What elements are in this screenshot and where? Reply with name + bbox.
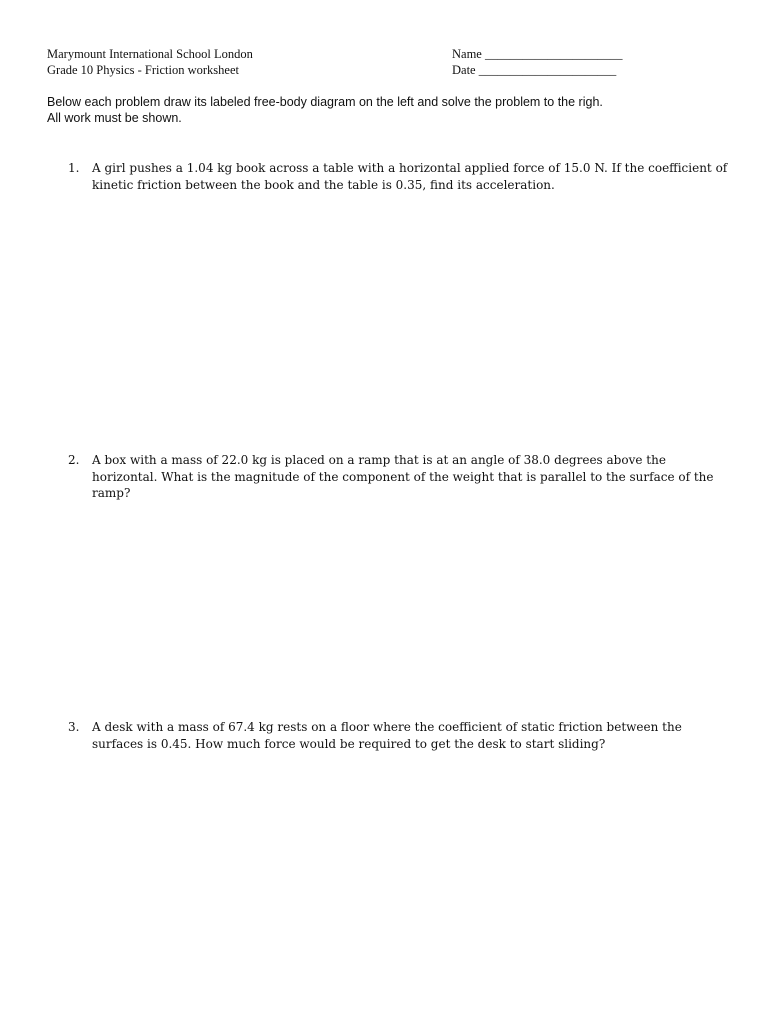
instructions <box>47 94 707 126</box>
date-field[interactable]: Date ______________________ <box>452 63 617 77</box>
worksheet-header <box>47 46 253 78</box>
name-field[interactable]: Name ______________________ <box>452 47 623 61</box>
problem-1 <box>68 160 728 193</box>
instructions-line-2: All work must be shown. <box>47 111 182 125</box>
worksheet-title: Grade 10 Physics - Friction worksheet <box>47 63 239 77</box>
problem-number: 1. <box>68 161 80 175</box>
problem-2 <box>68 452 728 502</box>
problem-text: A girl pushes a 1.04 kg book across a table with a horizontal applied force of 15.0 N. If the coefficient of kinetic friction between the book and the table is 0.35, find its acceleration. <box>92 161 728 192</box>
instructions-line-1: Below each problem draw its labeled free-body diagram on the left and solve the problem to the righ. <box>47 95 603 109</box>
school-name: Marymount International School London <box>47 47 253 61</box>
problem-text: A box with a mass of 22.0 kg is placed on a ramp that is at an angle of 38.0 degrees above the horizontal. What is the magnitude of the component of the weight that is parallel to the surface of the ramp? <box>92 453 714 500</box>
problem-number: 3. <box>68 720 80 734</box>
problem-text: A desk with a mass of 67.4 kg rests on a floor where the coefficient of static friction between the surfaces is 0.45. How much force would be required to get the desk to start sliding? <box>92 720 682 751</box>
problem-3 <box>68 719 728 752</box>
student-info <box>452 46 622 78</box>
problem-number: 2. <box>68 453 80 467</box>
